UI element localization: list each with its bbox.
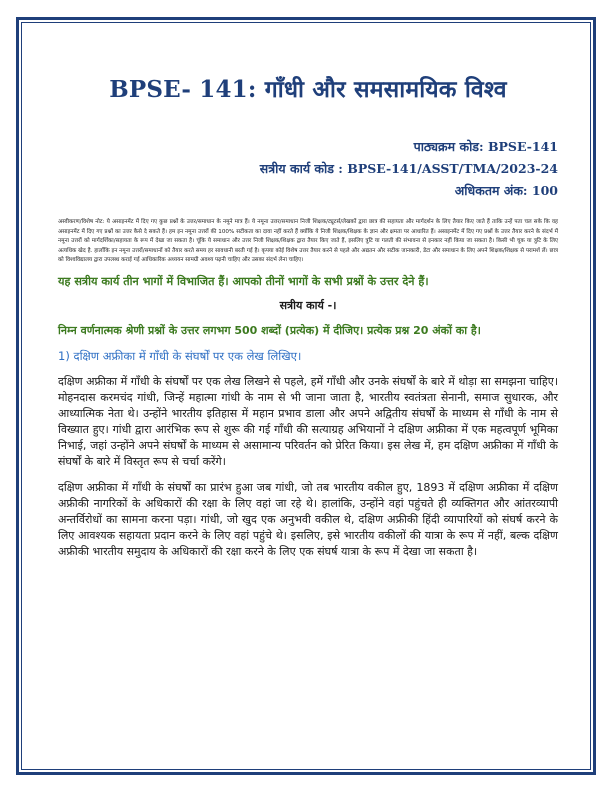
- answer-paragraph: दक्षिण अफ्रीका में गाँधी के संघर्षों पर एक लेख लिखने से पहले, हमें गाँधी और उनके संघर्षों के बारे में थोड़ा सा समझना चाहिए। मोहनदास करमचंद गांधी, जिन्हें महात्मा गांधी के नाम से भी जाना जाता है, भारतीय स्वतंत्रता सेनानी, समाज सुधारक, और आध्यात्मिक नेता थे। उन्होंने भारतीय इतिहास में महान प्रभाव डाला और अपने अद्वितीय संघर्षों के माध्यम से गाँधी के नाम से विख्यात हुए। गांधी द्वारा आरंभिक रूप से शुरू की गई गाँधी की सत्याग्रह अभियानों ने दक्षिण अफ्रीका में एक महत्वपूर्ण भूमिका निभाई, जहां उन्होंने अपने संघर्षों के माध्यम से असामान्य परिवर्तन को प्रेरित किया। इस लेख में, हम दक्षिण अफ्रीका में गाँधी के संघर्षों के बारे में विस्तृत रूप से चर्चा करेंगे।: [58, 374, 558, 468]
- answer-paragraph: दक्षिण अफ्रीका में गाँधी के संघर्षों का प्रारंभ हुआ जब गांधी, जो तब भारतीय वकील हुए, 1893 में दक्षिण अफ्रीका में दक्षिण अफ्रीकी नागरिकों के अधिकारों की रक्षा के लिए वहां जा रहे थे। हालांकि, उन्होंने वहां पहुंचते ही व्यक्तिगत और आंतरव्यापी अन्तर्विरोधों का सामना करना पड़ा। गांधी, जो खुद एक अनुभवी वकील थे, दक्षिण अफ्रीकी हिंदी व्यापारियों को संघर्ष करने के लिए आवश्यक सहायता प्रदान करने के लिए वहां पहुंचे थे। इसलिए, इसे भारतीय वकीलों की यात्रा के रूप में नहीं, बल्क दक्षिण अफ्रीकी भारतीय समुदाय के अधिकारों की रक्षा करने के लिए एक संघर्ष यात्रा के रूप में देखा जा सकता है।: [58, 480, 558, 558]
- document-title: BPSE- 141: गाँधी और समसामयिक विश्व: [109, 76, 507, 103]
- disclaimer-text: अस्वीकरण/विशेष नोट: ये असाइनमेंट में दिए गए कुछ प्रश्नों के उत्तर/समाधान के नमूने मात्र हैं। ये नमूना उत्तर/समाधान निजी शिक्षक/ट्यूटर्स/लेखकों द्वारा छात्र की सहायता और मार्गदर्शन के लिए तैयार किए जाते हैं ताकि उन्हें पता चल सके कि वह असाइनमेंट में दिए गए प्रश्नों का उत्तर कैसे दे सकते हैं। हम इन नमूना उत्तरों की 100% सटीकता का दावा नहीं करते हैं क्योंकि ये निजी शिक्षक/शिक्षक के ज्ञान और क्षमता पर आधारित हैं। असाइनमेंट में दिए गए प्रश्नों के उत्तर तैयार करने के संदर्भ में नमूना उत्तरों को मार्गदर्शिका/सहायता के रूप में देखा जा सकता है। चूंकि ये समाधान और उत्तर निजी शिक्षक/शिक्षक द्वारा तैयार किए जाते हैं, इसलिए त्रुटि या गलती की संभावना से इनकार नहीं किया जा सकता है। किसी भी चूक या त्रुटि के लिए अत्यधिक खेद है. हालाँकि इन नमूना उत्तरों/समाधानों को तैयार करते समय हर सावधानी बरती गई है। कृपया कोई विशेष उत्तर तैयार करने से पहले और अद्यतन और सटीक जानकारी, डेटा और समाधान के लिए अपने शिक्षक/शिक्षक से परामर्श लें। छात्र को विश्वविद्यालय द्वारा उपलब्ध कराई गई आधिकारिक अध्ययन सामग्री अवश्य पढ़नी चाहिए और उसका संदर्भ लेना चाहिए।: [58, 219, 558, 264]
- section-heading: सत्रीय कार्य -।: [279, 298, 337, 312]
- document-body: [58, 72, 558, 570]
- max-marks: अधिकतम अंक: 100: [454, 183, 558, 198]
- course-meta: [58, 136, 558, 202]
- question-1: 1) दक्षिण अफ्रीका में गाँधी के संघर्षों पर एक लेख लिखिए।: [58, 348, 302, 363]
- assignment-code: सत्रीय कार्य कोड : BPSE-141/ASST/TMA/2023-24: [259, 161, 558, 176]
- question-instruction: निम्न वर्णनात्मक श्रेणी प्रश्नों के उत्तर लगभग 500 शब्दों (प्रत्येक) में दीजिए। प्रत्येक प्रश्न 20 अंकों का है।: [58, 323, 481, 337]
- course-code: पाठ्यक्रम कोड: BPSE-141: [413, 139, 558, 154]
- assignment-instruction: यह सत्रीय कार्य तीन भागों में विभाजित हैं। आपको तीनों भागों के सभी प्रश्नों के उत्तर देने हैं।: [58, 274, 429, 288]
